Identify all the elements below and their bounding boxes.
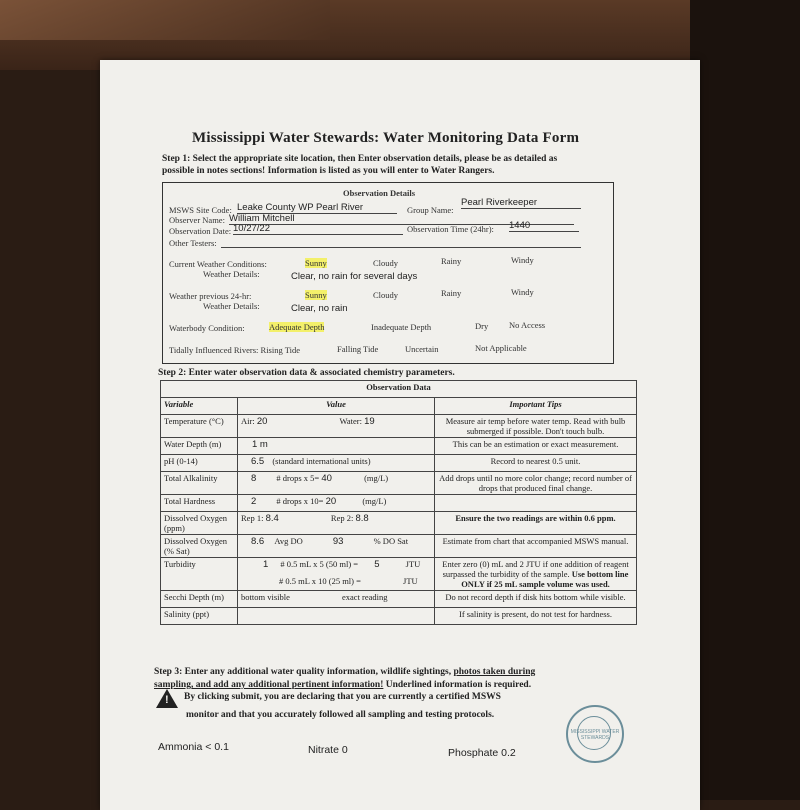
table-row — [161, 512, 637, 535]
msws-seal-logo — [566, 705, 624, 763]
current-weather-windy: Windy — [511, 255, 534, 265]
ammonia-reading — [158, 741, 229, 753]
observation-data-table — [160, 380, 637, 625]
prev-weather-details: Clear, no rain — [291, 303, 348, 314]
step3-text-a: Step 3: Enter any additional water quality information, wildlife sightings, — [154, 667, 452, 677]
current-weather-label: Current Weather Conditions: — [169, 259, 267, 269]
current-weather-sunny: Sunny — [305, 258, 327, 268]
waterbody-inadequate-depth: Inadequate Depth — [371, 322, 432, 332]
col-variable: Variable — [161, 398, 238, 415]
secchi-values — [238, 591, 435, 608]
alkalinity-value: 40 — [321, 473, 332, 484]
rep1-value: 8.4 — [265, 513, 279, 524]
ph-tip: Record to nearest 0.5 unit. — [435, 455, 637, 472]
waterbody-condition-label: Waterbody Condition: — [169, 323, 245, 333]
phosphate-reading — [448, 747, 516, 759]
table-row — [161, 591, 637, 608]
other-testers-line — [221, 238, 581, 248]
observation-details-box — [162, 182, 614, 364]
air-value: 20 — [256, 416, 268, 427]
current-weather-details: Clear, no rain for several days — [291, 271, 418, 282]
ph-units: (standard international units) — [272, 456, 371, 466]
observation-data-header: Observation Data — [161, 381, 637, 398]
rep1-label: Rep 1: — [241, 513, 264, 523]
phosphate-label: Phosphate — [448, 747, 499, 759]
warning-icon: ! — [156, 689, 178, 708]
turbidity-value: 5 — [374, 559, 380, 570]
hardness-drops: 2 — [251, 496, 257, 507]
tidal-falling: Falling Tide — [337, 344, 379, 354]
hardness-tip-empty — [435, 495, 637, 512]
air-label: Air: — [241, 416, 255, 426]
turbidity-tip — [435, 558, 637, 591]
do-sat-tip: Estimate from chart that accompanied MSWS manual. — [435, 535, 637, 558]
waterbody-adequate-depth: Adequate Depth — [269, 322, 325, 332]
depth-tip: This can be an estimation or exact measurement. — [435, 438, 637, 455]
do-ppm-values — [238, 512, 435, 535]
ph-label: pH (0-14) — [161, 455, 238, 472]
current-weather-cloudy: Cloudy — [373, 258, 399, 268]
temperature-label: Temperature (°C) — [161, 415, 238, 438]
col-tips: Important Tips — [435, 398, 637, 415]
ammonia-value: < 0.1 — [205, 741, 229, 753]
table-row — [161, 495, 637, 512]
do-sat-avg: 8.6 — [251, 536, 265, 547]
turbidity-tip-bold: Use bottom line ONLY if 25 mL sample volume was used. — [461, 569, 629, 589]
turbidity-values — [238, 558, 435, 591]
observation-details-header: Observation Details — [343, 188, 416, 198]
salinity-tip: If salinity is present, do not test for hardness. — [435, 608, 637, 625]
current-weather-rainy: Rainy — [441, 256, 462, 266]
turbidity-units-2: JTU — [403, 576, 418, 586]
turbidity-line1: # 0.5 mL x 5 (50 ml) = — [280, 559, 359, 569]
table-row — [161, 472, 637, 495]
hardness-label: Total Hardness — [161, 495, 238, 512]
table-row — [161, 558, 637, 591]
temperature-values — [238, 415, 435, 438]
table-row — [161, 608, 637, 625]
step3-underline-2: sampling, and add any additional pertinent information! — [154, 680, 384, 690]
step3-underline-1: photos taken during — [453, 667, 536, 677]
salinity-value-empty — [238, 608, 435, 625]
water-value: 19 — [364, 416, 375, 427]
do-sat-units: % DO Sat — [373, 536, 409, 546]
step3-instructions-2 — [154, 680, 531, 690]
prev-weather-cloudy: Cloudy — [373, 290, 399, 300]
prev-weather-sunny: Sunny — [305, 290, 327, 300]
tidal-not-applicable: Not Applicable — [475, 343, 527, 353]
phosphate-value: 0.2 — [501, 747, 516, 759]
hardness-value: 20 — [325, 496, 337, 507]
table-row — [161, 415, 637, 438]
salinity-label: Salinity (ppt) — [161, 608, 238, 625]
do-sat-values — [238, 535, 435, 558]
declaration-line-2: monitor and that you accurately followed all sampling and testing protocols. — [186, 710, 495, 720]
site-code-value: Leake County WP Pearl River — [237, 202, 397, 214]
group-name-label: Group Name: — [407, 205, 454, 215]
prev-weather-label: Weather previous 24-hr: — [169, 291, 252, 301]
alkalinity-tip: Add drops until no more color change; record number of drops that produced final change. — [435, 472, 637, 495]
prev-weather-details-label: Weather Details: — [203, 301, 260, 311]
alkalinity-label: Total Alkalinity — [161, 472, 238, 495]
nitrate-reading — [308, 744, 348, 756]
paper-form — [100, 60, 700, 810]
hardness-multiplier: # drops x 10= — [276, 496, 324, 506]
step3-instructions — [154, 667, 535, 677]
turbidity-label: Turbidity — [161, 558, 238, 591]
wood-edge — [0, 0, 330, 40]
alkalinity-values — [238, 472, 435, 495]
table-row — [161, 455, 637, 472]
ammonia-label: Ammonia — [158, 741, 203, 753]
hardness-units: (mg/L) — [362, 496, 387, 506]
depth-value: 1 m — [238, 438, 435, 455]
secchi-bottom-visible: bottom visible — [241, 592, 290, 602]
other-testers-label: Other Testers: — [169, 238, 217, 248]
ph-values — [238, 455, 435, 472]
do-ppm-label: Dissolved Oxygen (ppm) — [161, 512, 238, 535]
table-row — [161, 535, 637, 558]
rep2-value: 8.8 — [355, 513, 369, 524]
tidal-label: Tidally Influenced Rivers: Rising Tide — [169, 345, 300, 355]
alkalinity-units: (mg/L) — [364, 473, 389, 483]
group-name-value: Pearl Riverkeeper — [461, 197, 581, 209]
step3-text-b: Underlined information is required. — [385, 680, 532, 690]
turbidity-units: JTU — [405, 559, 421, 569]
prev-weather-rainy: Rainy — [441, 288, 462, 298]
observer-name-value: William Mitchell — [229, 213, 574, 225]
step1-instructions: Step 1: Select the appropriate site location, then Enter observation details, please be as detailed as — [162, 154, 558, 164]
declaration-line-1: By clicking submit, you are declaring that you are currently a certified MSWS — [184, 692, 501, 702]
temperature-tip: Measure air temp before water temp. Read with bulb submerged if possible. Don't touch bulb. — [435, 415, 637, 438]
observation-date-value: 10/27/22 — [233, 223, 403, 235]
col-value: Value — [238, 398, 435, 415]
dark-background — [690, 0, 800, 800]
waterbody-no-access: No Access — [509, 320, 546, 330]
observer-name-label: Observer Name: — [169, 215, 225, 225]
form-title: Mississippi Water Stewards: Water Monitoring Data Form — [192, 130, 580, 146]
ph-value: 6.5 — [251, 456, 265, 467]
turbidity-tip-text: Enter zero (0) mL and 2 JTU if one addition of reagent surpassed the turbidity of the sample. — [442, 559, 629, 579]
turbidity-line2: # 0.5 mL x 10 (25 ml) = — [279, 576, 361, 586]
observation-time-label: Observation Time (24hr): — [407, 224, 494, 234]
water-label: Water: — [339, 416, 362, 426]
depth-label: Water Depth (m) — [161, 438, 238, 455]
secchi-label: Secchi Depth (m) — [161, 591, 238, 608]
do-ppm-tip: Ensure the two readings are within 0.6 ppm. — [435, 512, 637, 535]
turbidity-count: 1 — [263, 559, 269, 570]
do-sat-label: Dissolved Oxygen (% Sat) — [161, 535, 238, 558]
alkalinity-multiplier: # drops x 5= — [276, 473, 320, 483]
current-weather-details-label: Weather Details: — [203, 269, 260, 279]
rep2-label: Rep 2: — [330, 513, 354, 523]
secchi-exact-reading: exact reading — [342, 592, 388, 602]
nitrate-label: Nitrate — [308, 744, 339, 756]
table-header-row — [161, 398, 637, 415]
waterbody-dry: Dry — [475, 321, 489, 331]
avg-do-label: Avg DO — [274, 536, 303, 546]
step2-instructions: Step 2: Enter water observation data & associated chemistry parameters. — [158, 368, 455, 378]
hardness-values — [238, 495, 435, 512]
seal-text: MISSISSIPPI WATER STEWARDS — [570, 729, 620, 741]
site-code-label: MSWS Site Code: — [169, 205, 232, 215]
table-row — [161, 438, 637, 455]
step1-instructions-2: possible in notes sections! Information is listed as you will enter to Water Rangers. — [162, 166, 495, 176]
secchi-tip: Do not record depth if disk hits bottom while visible. — [435, 591, 637, 608]
nitrate-value: 0 — [341, 744, 348, 756]
alkalinity-drops: 8 — [251, 473, 257, 484]
do-sat-value: 93 — [332, 536, 344, 547]
tidal-uncertain: Uncertain — [405, 344, 439, 354]
prev-weather-windy: Windy — [511, 287, 534, 297]
observation-time-value: 1440 — [509, 220, 579, 232]
observation-date-label: Observation Date: — [169, 226, 232, 236]
